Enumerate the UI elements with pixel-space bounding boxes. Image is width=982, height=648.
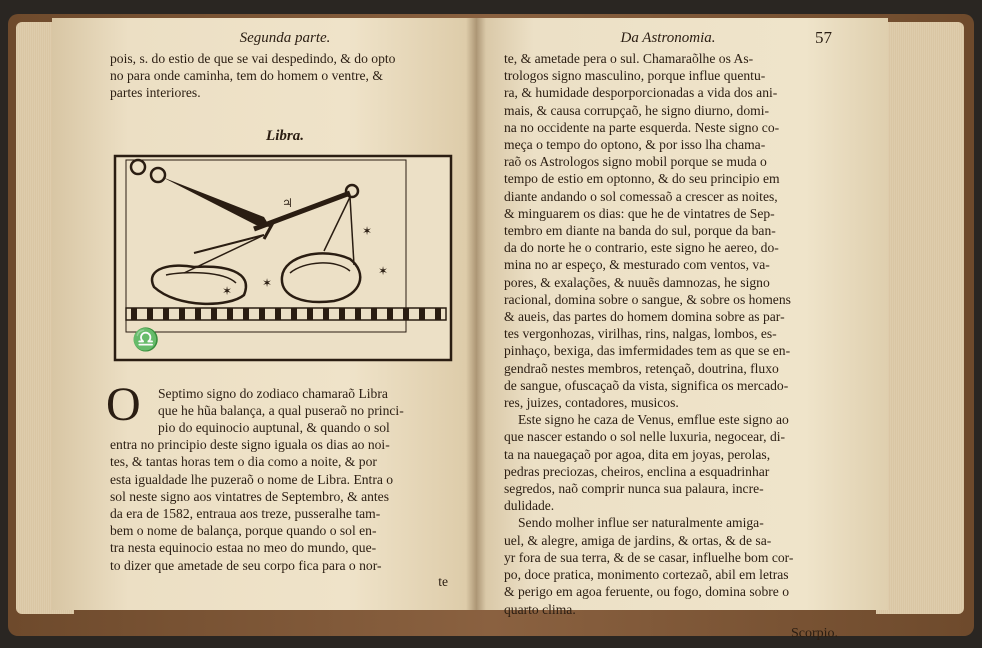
text-line: raõ os Astrologos signo mobil porque se muda o [504, 154, 767, 170]
text-line: pinhaço, bexiga, das imfermidades tem as que se en- [504, 343, 791, 359]
text-line: que nascer estando o sol nelle luxuria, negocear, di- [504, 429, 786, 445]
text-line: bem o nome de balança, porque quando o sol en- [110, 523, 377, 539]
left-running-head [110, 30, 460, 50]
dropcap-letter: O [106, 377, 141, 431]
text-line: tra nesta equinocio estaa no meo do mundo, que- [110, 540, 377, 556]
text-line: & minguarem os dias: que he de vintatres de Sep- [504, 205, 775, 221]
book-gutter [466, 18, 486, 610]
left-opening-text [110, 50, 460, 102]
text-line: tempo de estio em optonno, & do seu principio em [504, 171, 780, 187]
text-line: esta igualdade lhe puzeraõ o nome de Libra. Entra o [110, 471, 394, 487]
text-line: ra, & humidade desporporcionadas a vida dos ani- [504, 85, 778, 101]
text-line: de sangue, ofuscaçaõ da vista, significa os mercado- [504, 377, 789, 393]
text-line: gendraõ nestes membros, retençaõ, doutrina, fluxo [504, 360, 779, 376]
text-line: no para onde caminha, tem do homem o ventre, & [110, 68, 383, 84]
page-block-right [876, 22, 964, 614]
right-running-head-text: Da Astronomia. [620, 30, 716, 46]
text-line: meça o tempo do optono, & por isso lha chama- [504, 137, 766, 153]
text-line: racional, domina sobre o sangue, & sobre os homens [504, 291, 791, 307]
text-line: sol neste signo aos vintatres de Septembro, & antes [110, 488, 389, 504]
text-line: Sendo molher influe ser naturalmente amiga- [518, 515, 764, 531]
scales-illustration [114, 155, 452, 361]
text-line: res, juizes, contadores, musicos. [504, 395, 679, 411]
svg-text:✶: ✶ [378, 263, 389, 278]
right-catchword: Scorpio. [790, 625, 838, 641]
text-line: to dizer que ametade de seu corpo fica para o nor- [110, 557, 382, 573]
right-running-head [504, 30, 832, 50]
text-line: ta na nauegaçaõ por agoa, dita em joyas, perolas, [504, 446, 771, 462]
page-number: 57 [815, 28, 832, 47]
left-page [52, 18, 476, 610]
right-paragraph-1 [504, 50, 832, 411]
left-running-head-text: Segunda parte. [239, 30, 331, 46]
text-line: diante andando o sol comessaõ a crescer as noites, [504, 188, 778, 204]
dropcap-block [106, 377, 460, 437]
text-line: & aueis, das partes do homem domina sobre as par- [504, 309, 785, 325]
text-line: & perigo em agoa feruente, ou fogo, domina sobre o [504, 584, 790, 600]
text-line: uel, & alegre, amiga de jardins, & ortas, & de sa- [504, 532, 772, 548]
svg-text:✶: ✶ [262, 275, 273, 290]
text-line: pores, & exalações, & nuuẽs damnozas, he signo [504, 274, 770, 290]
text-line: mina no ar espeço, & mesturado com ventos, va- [504, 257, 770, 273]
text-line: que he hũa balança, a qual puseraõ no princi- [158, 402, 404, 418]
text-line: trologos signo masculino, porque influe quentu- [504, 68, 766, 84]
text-line: Septimo signo do zodiaco chamaraõ Libra [158, 385, 388, 401]
left-catchword: te [438, 573, 448, 589]
text-line: quarto clima. [504, 601, 576, 617]
text-line: na no occidente na parte esquerda. Neste signo co- [504, 119, 780, 135]
text-line: tembro em diante na banda do sul, porque da ban- [504, 223, 776, 239]
svg-text:♃: ♃ [282, 195, 293, 210]
svg-text:✶: ✶ [222, 283, 233, 298]
text-line: yr fora de sua terra, & de se casar, influelhe bom cor- [504, 549, 794, 565]
text-line: da era de 1582, entraua aos treze, pusseralhe tam- [110, 506, 381, 522]
text-line: mais, & causa corrupçaõ, he signo diurno, domi- [504, 102, 770, 118]
right-paragraph-3 [504, 514, 832, 617]
text-line: segredos, naõ comprir nunca sua palaura, incre- [504, 481, 764, 497]
libra-paragraph [106, 377, 460, 574]
text-line: dulidade. [504, 498, 555, 514]
right-paragraph-2 [504, 411, 832, 514]
text-line: partes interiores. [110, 85, 201, 101]
text-line: Este signo he caza de Venus, emflue este signo ao [518, 412, 789, 428]
right-page [476, 18, 888, 641]
text-line: tes vergonhozas, virilhas, rins, nalgas, lombos, es- [504, 326, 777, 342]
text-line: po, doce pratica, monimento cortezaõ, abil em letras [504, 567, 789, 583]
text-line: tes, & tantas horas tem o dia como a noite, & por [110, 454, 377, 470]
text-line: pio do equinocio auptunal, & quando o sol [158, 420, 390, 436]
text-line: pois, s. do estio de que se vai despedindo, & do opto [110, 51, 396, 66]
text-line: pedras preciozas, cheiros, enclina a esquadrinhar [504, 463, 770, 479]
section-title-libra: Libra. [266, 127, 304, 144]
text-line: te, & ametade pera o sul. Chamaraõlhe os As- [504, 51, 754, 66]
libra-sign-glyph: ♎ [132, 326, 160, 352]
libra-woodcut-illustration [114, 155, 452, 361]
svg-text:✶: ✶ [362, 223, 373, 238]
text-line: entra no principio deste signo iguala os dias ao noi- [110, 437, 390, 453]
text-line: da do norte he o contrario, este signo he aereo, do- [504, 240, 779, 256]
